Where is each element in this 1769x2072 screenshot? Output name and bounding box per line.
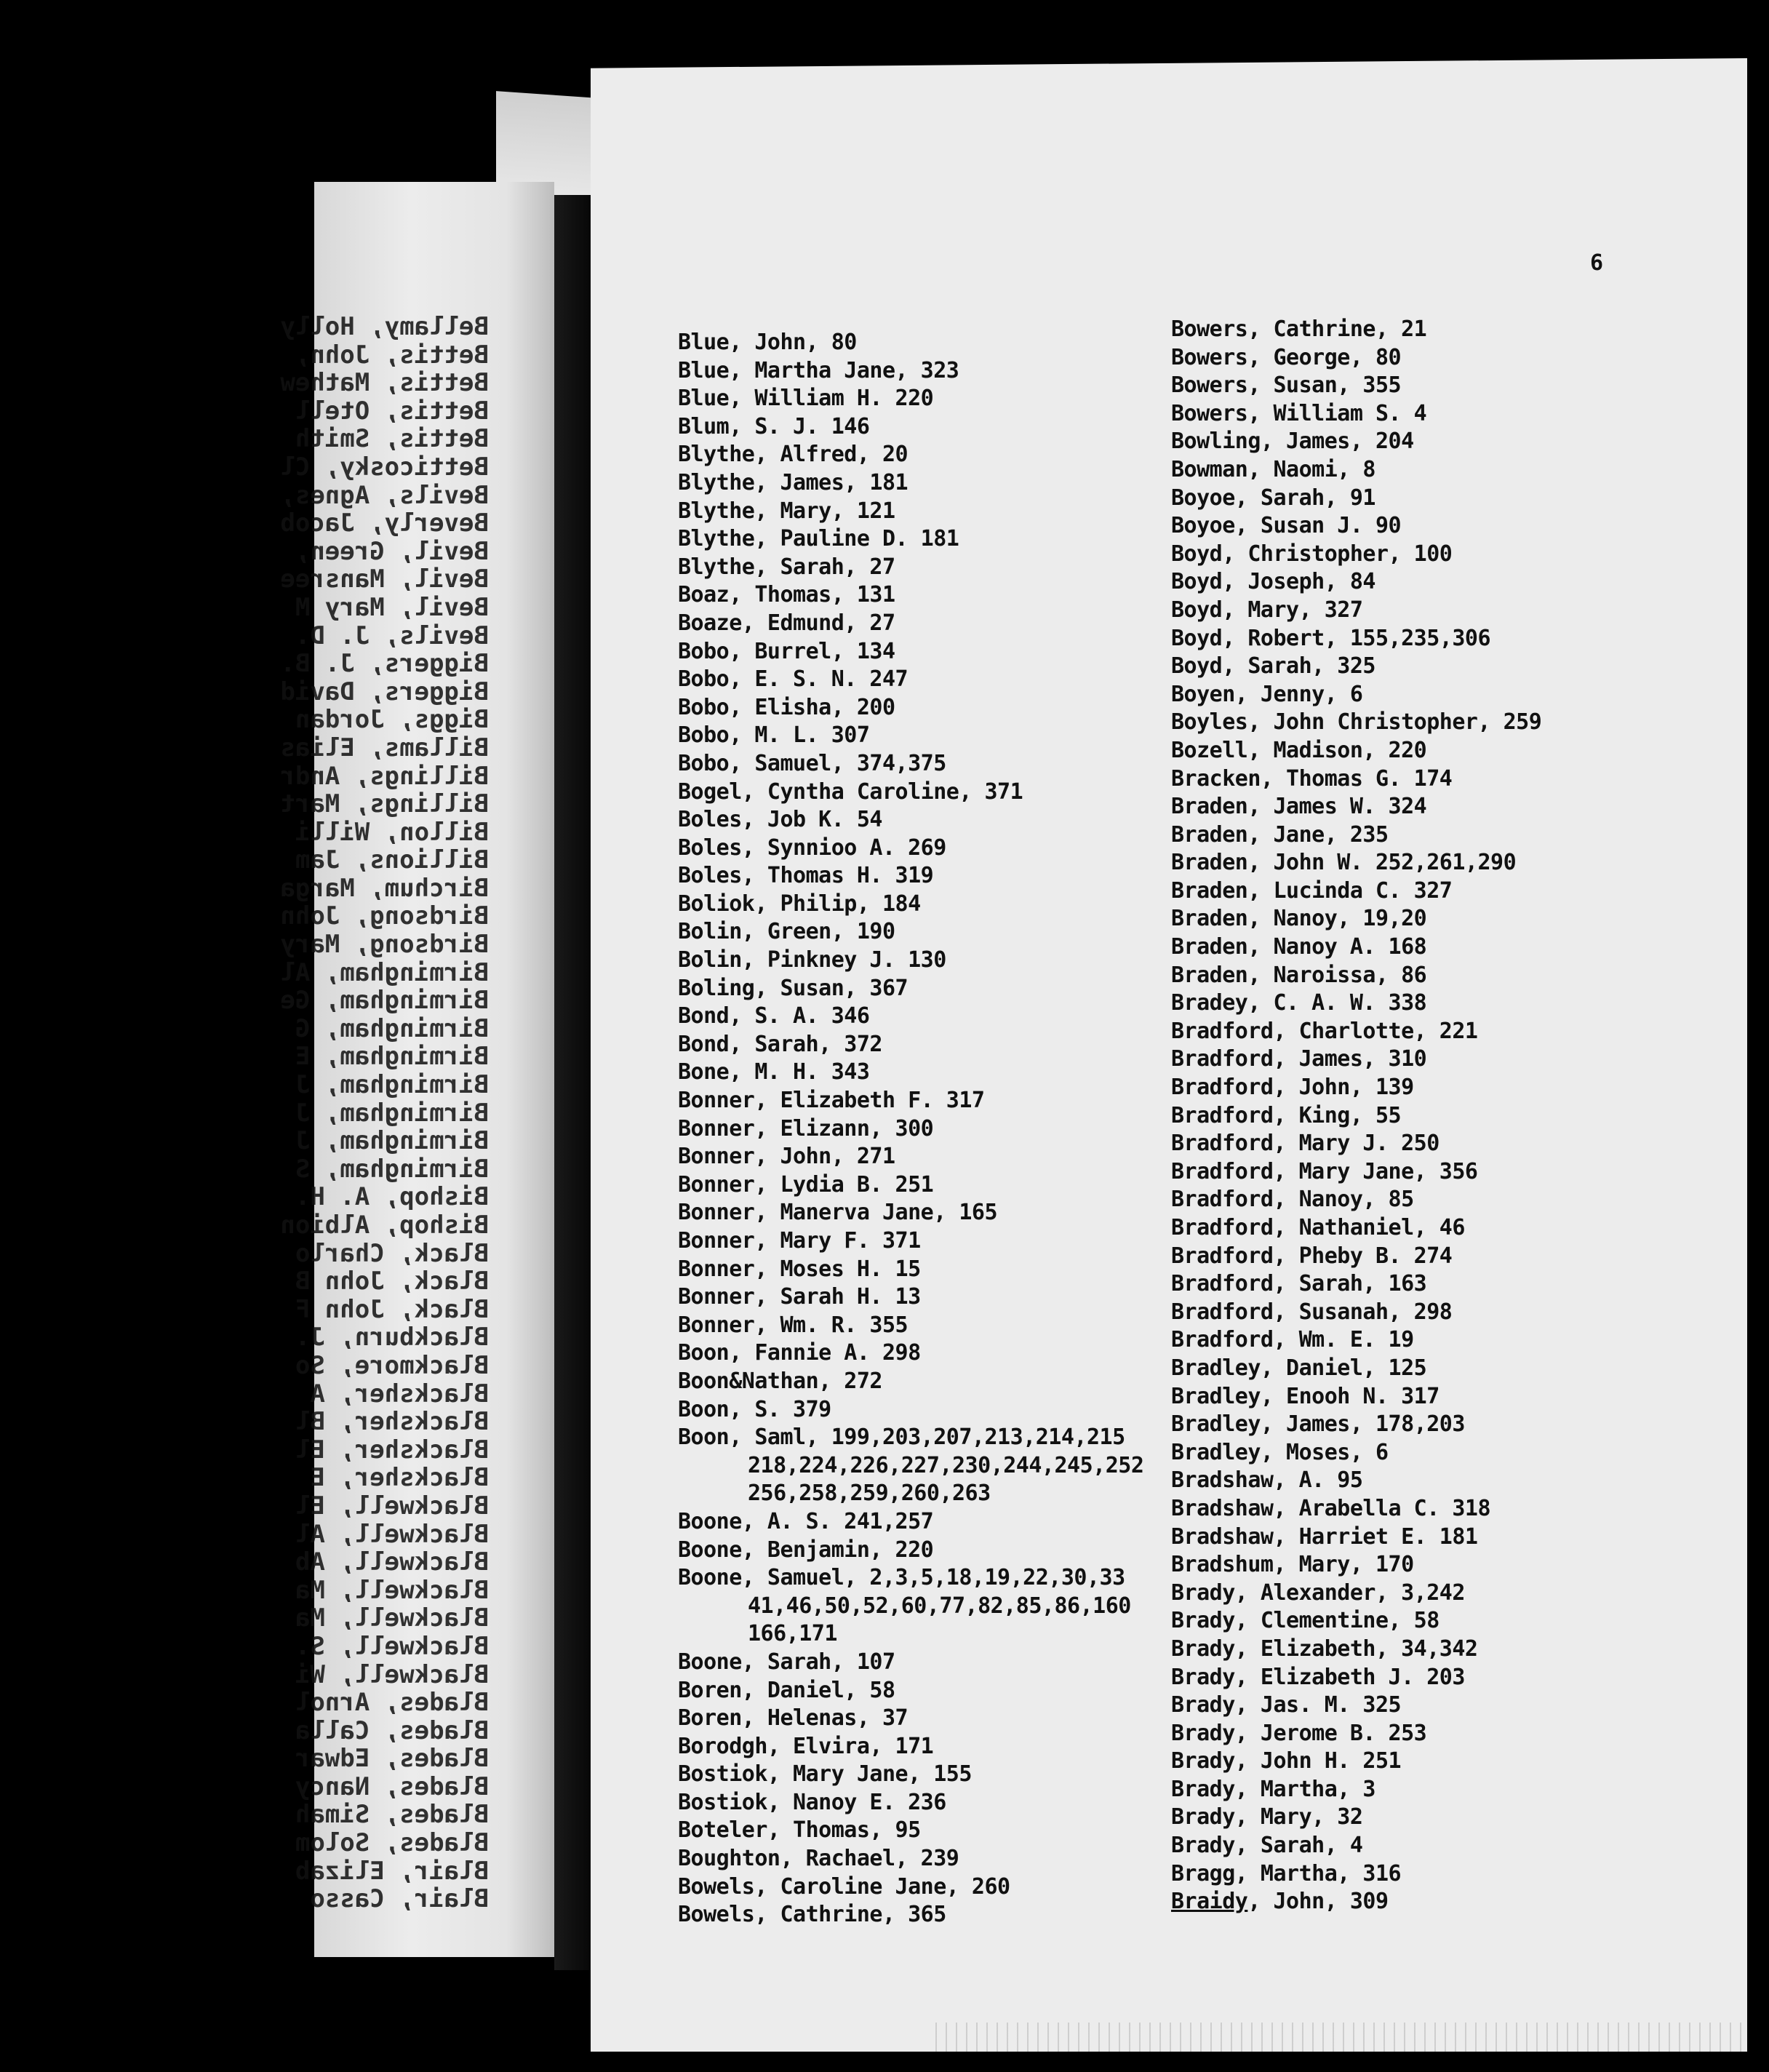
facing-page-line: Billings, Andr bbox=[280, 761, 489, 791]
book-gutter bbox=[554, 195, 595, 1970]
index-column-right bbox=[1171, 316, 1541, 1916]
facing-page-line: Birmingham, Al bbox=[280, 957, 489, 987]
index-entry: Boteler, Thomas, 95 bbox=[678, 1817, 921, 1844]
index-entry: Brady, Martha, 3 bbox=[1171, 1776, 1375, 1802]
facing-page-line: Blair, Elizab bbox=[295, 1856, 489, 1886]
index-entry: Bobo, Burrel, 134 bbox=[678, 638, 895, 664]
index-entry: Bond, Sarah, 372 bbox=[678, 1031, 882, 1057]
facing-page-line: Blades, Solom bbox=[295, 1828, 489, 1858]
index-entry: Boone, Sarah, 107 bbox=[678, 1649, 895, 1675]
index-entry: Boyd, Christopher, 100 bbox=[1171, 541, 1453, 567]
index-entry: Boone, A. S. 241,257 bbox=[678, 1508, 934, 1534]
index-entry: Blum, S. J. 146 bbox=[678, 413, 870, 439]
facing-page-line: Blackwell, Ab bbox=[295, 1547, 489, 1577]
index-entry: Boyoe, Sarah, 91 bbox=[1171, 485, 1375, 511]
index-entry: Bobo, M. L. 307 bbox=[678, 722, 870, 749]
index-entry: Blue, William H. 220 bbox=[678, 386, 934, 412]
index-entry: Bradford, John, 139 bbox=[1171, 1075, 1414, 1101]
index-entry: Bonner, Wm. R. 355 bbox=[678, 1312, 909, 1338]
facing-page-line: Billams, Elias bbox=[280, 733, 489, 762]
facing-page-line: Biggers, J. B. bbox=[280, 649, 489, 679]
index-entry: Bolin, Green, 190 bbox=[678, 919, 895, 945]
index-entry: Brady, Mary, 32 bbox=[1171, 1804, 1363, 1830]
facing-page-line: Blackwell, El bbox=[295, 1491, 489, 1521]
index-entry: Brady, Clementine, 58 bbox=[1171, 1608, 1439, 1634]
index-entry: Boyoe, Susan J. 90 bbox=[1171, 513, 1402, 539]
facing-page-line: Black, Charlo bbox=[295, 1238, 489, 1268]
facing-page-line: Birmingham, E bbox=[295, 1042, 489, 1072]
index-entry: Bowels, Cathrine, 365 bbox=[678, 1902, 946, 1928]
facing-page-line: Blackwell, S. bbox=[295, 1631, 489, 1661]
index-entry: Brady, Elizabeth J. 203 bbox=[1171, 1664, 1465, 1690]
index-entry: Bowers, Cathrine, 21 bbox=[1171, 316, 1427, 342]
index-entry: 166,171 bbox=[748, 1621, 837, 1647]
index-entry: Bolin, Pinkney J. 130 bbox=[678, 947, 946, 973]
index-entry: Bonner, John, 271 bbox=[678, 1144, 895, 1170]
index-entry: Boaze, Edmund, 27 bbox=[678, 610, 895, 636]
index-entry: Bradshaw, Arabella C. 318 bbox=[1171, 1495, 1491, 1521]
page-number: 6 bbox=[1590, 250, 1604, 276]
index-entry: Blue, Martha Jane, 323 bbox=[678, 357, 959, 383]
facing-page-line: Birmingham, J bbox=[295, 1098, 489, 1128]
index-entry: Braden, Nanoy, 19,20 bbox=[1171, 906, 1427, 932]
index-entry: Bradford, Wm. E. 19 bbox=[1171, 1327, 1414, 1353]
index-entry: Boles, Thomas H. 319 bbox=[678, 863, 934, 889]
index-entry: Bradford, Mary J. 250 bbox=[1171, 1131, 1439, 1157]
facing-page-line: Birmingham, J bbox=[295, 1070, 489, 1100]
index-entry: Bowers, Susan, 355 bbox=[1171, 372, 1402, 399]
index-entry: Boyles, John Christopher, 259 bbox=[1171, 709, 1542, 736]
index-entry: Brady, Jerome B. 253 bbox=[1171, 1720, 1427, 1746]
index-entry: Boon, S. 379 bbox=[678, 1396, 831, 1422]
facing-page-line: Black, John B bbox=[295, 1267, 489, 1296]
facing-page-line: Birdsong, John bbox=[280, 901, 489, 931]
index-entry: Bradshaw, A. 95 bbox=[1171, 1467, 1363, 1494]
facing-page-line: Bettis, Smith bbox=[295, 424, 489, 454]
facing-page-line: Biggs, Jordan bbox=[295, 705, 489, 735]
facing-page-line: Blackwell, Ma bbox=[295, 1575, 489, 1605]
facing-page-line: Blackwell, Al bbox=[295, 1519, 489, 1549]
index-entry: Brady, John H. 251 bbox=[1171, 1748, 1402, 1774]
facing-page-line: Bettis, John, bbox=[295, 340, 489, 370]
index-entry: Bradford, Charlotte, 221 bbox=[1171, 1018, 1478, 1044]
index-entry: Bostiok, Mary Jane, 155 bbox=[678, 1761, 972, 1788]
index-entry: Braden, John W. 252,261,290 bbox=[1171, 850, 1517, 876]
index-entry: Blythe, Mary, 121 bbox=[678, 498, 895, 524]
index-entry: Bonner, Mary F. 371 bbox=[678, 1228, 921, 1254]
facing-page-fragment bbox=[280, 182, 554, 1957]
scan-noise bbox=[931, 2023, 1746, 2052]
index-entry: Bond, S. A. 346 bbox=[678, 1003, 870, 1029]
underlined-surname: Braidy bbox=[1171, 1889, 1248, 1915]
index-entry: Boles, Synnioo A. 269 bbox=[678, 834, 946, 861]
facing-page-line: Blair, Casso bbox=[310, 1884, 489, 1914]
index-entry: Brady, Elizabeth, 34,342 bbox=[1171, 1635, 1478, 1662]
index-entry: Boaz, Thomas, 131 bbox=[678, 582, 895, 608]
facing-page-line: Birmingham, Ge bbox=[280, 986, 489, 1016]
facing-page-line: Blackmore, So bbox=[295, 1350, 489, 1380]
index-entry: Blythe, James, 181 bbox=[678, 469, 909, 495]
facing-page-line: Birdsong, Mary bbox=[280, 930, 489, 960]
index-entry: Bozell, Madison, 220 bbox=[1171, 737, 1427, 763]
index-entry: Bradford, Nathaniel, 46 bbox=[1171, 1215, 1465, 1240]
index-entry: 256,258,259,260,263 bbox=[748, 1481, 991, 1507]
index-entry: Bradley, Moses, 6 bbox=[1171, 1439, 1389, 1465]
index-entry: Bowers, George, 80 bbox=[1171, 344, 1402, 370]
index-entry: Bobo, Elisha, 200 bbox=[678, 694, 895, 720]
index-entry: Boren, Daniel, 58 bbox=[678, 1677, 895, 1703]
facing-page-line: Blacksher, A bbox=[310, 1379, 489, 1408]
index-entry: Bradley, Enooh N. 317 bbox=[1171, 1383, 1439, 1409]
index-entry: Bradley, James, 178,203 bbox=[1171, 1411, 1465, 1438]
index-entry: Boles, Job K. 54 bbox=[678, 807, 882, 833]
facing-page-line: Billings, Mart bbox=[280, 789, 489, 819]
facing-page-line: Billions, Jam bbox=[295, 845, 489, 875]
index-entry: Boyd, Joseph, 84 bbox=[1171, 569, 1375, 595]
facing-page-line: Blades, Calla bbox=[295, 1716, 489, 1745]
facing-page-line: Bellamy, Holly bbox=[280, 312, 489, 341]
index-entry: Bogel, Cyntha Caroline, 371 bbox=[678, 778, 1023, 805]
index-entry: Boliok, Philip, 184 bbox=[678, 890, 921, 917]
index-entry: Bowers, William S. 4 bbox=[1171, 400, 1427, 426]
index-entry: Bowling, James, 204 bbox=[1171, 429, 1414, 455]
index-entry: Bracken, Thomas G. 174 bbox=[1171, 765, 1453, 792]
index-entry: Braden, Nanoy A. 168 bbox=[1171, 934, 1427, 960]
facing-page-line: Blacksher, El bbox=[295, 1435, 489, 1465]
index-entry: Bowels, Caroline Jane, 260 bbox=[678, 1873, 1010, 1900]
index-entry: Boyd, Robert, 155,235,306 bbox=[1171, 625, 1491, 651]
facing-page-line: Blacksher, Bl bbox=[295, 1407, 489, 1437]
index-entry: Boughton, Rachael, 239 bbox=[678, 1846, 959, 1872]
index-column-left bbox=[678, 329, 1143, 1929]
facing-page-line: Blades, Simah bbox=[295, 1800, 489, 1830]
index-entry: Blue, John, 80 bbox=[678, 330, 857, 355]
facing-page-line: Bevils, Agnes, bbox=[280, 480, 489, 510]
index-entry: Bobo, E. S. N. 247 bbox=[678, 666, 909, 693]
facing-page-line: Birmingham, G bbox=[295, 1013, 489, 1043]
index-entry: Brady, Alexander, 3,242 bbox=[1171, 1579, 1465, 1606]
facing-page-line: Bevil, Mary M bbox=[295, 592, 489, 622]
index-entry: Boon, Fannie A. 298 bbox=[678, 1340, 921, 1366]
facing-page-line: Birmingham, J bbox=[295, 1126, 489, 1156]
index-entry: Bonner, Sarah H. 13 bbox=[678, 1284, 921, 1310]
index-entry: Bradford, King, 55 bbox=[1171, 1102, 1402, 1128]
index-entry: Boren, Helenas, 37 bbox=[678, 1705, 909, 1732]
facing-page-line: Blades, Nancy bbox=[295, 1772, 489, 1801]
index-entry: Bradford, Sarah, 163 bbox=[1171, 1271, 1427, 1297]
facing-page-line: Blackwell, Wi bbox=[295, 1659, 489, 1689]
facing-page-text bbox=[280, 312, 489, 1914]
index-entry: Blythe, Alfred, 20 bbox=[678, 442, 909, 468]
facing-page-line: Bishop, Albion bbox=[280, 1211, 489, 1240]
index-entry: Boyd, Sarah, 325 bbox=[1171, 653, 1375, 680]
facing-page-line: Bevil, Mansree bbox=[280, 565, 489, 594]
facing-page-line: Biggers, David bbox=[280, 677, 489, 706]
index-entry: Bradford, Nanoy, 85 bbox=[1171, 1187, 1414, 1213]
index-entry: Bradley, Daniel, 125 bbox=[1171, 1355, 1427, 1381]
facing-page-line: Bevil, Green, bbox=[295, 536, 489, 566]
index-entry: Bonner, Lydia B. 251 bbox=[678, 1171, 934, 1198]
index-entry: Brady, Jas. M. 325 bbox=[1171, 1692, 1402, 1718]
index-entry: Bonner, Elizabeth F. 317 bbox=[678, 1088, 985, 1114]
facing-page-line: Blacksher, E bbox=[310, 1463, 489, 1493]
facing-page-line: Blades, Arnol bbox=[295, 1688, 489, 1718]
index-entry: Borodgh, Elvira, 171 bbox=[678, 1733, 934, 1759]
index-entry: Bradey, C. A. W. 338 bbox=[1171, 990, 1427, 1016]
index-entry: Blythe, Sarah, 27 bbox=[678, 554, 895, 580]
index-entry: Bonner, Moses H. 15 bbox=[678, 1256, 921, 1282]
index-entry: Bradshum, Mary, 170 bbox=[1171, 1552, 1414, 1578]
index-entry: Bradford, Mary Jane, 356 bbox=[1171, 1158, 1478, 1184]
index-entry: 41,46,50,52,60,77,82,85,86,160 bbox=[748, 1593, 1131, 1619]
facing-page-line: Billon, Willi bbox=[295, 817, 489, 847]
index-entry: Bowman, Naomi, 8 bbox=[1171, 456, 1375, 482]
facing-page-line: Betticosky, Cl bbox=[280, 452, 489, 482]
facing-page-line: Birmingham, S bbox=[295, 1154, 489, 1184]
index-entry: Bradford, Susanah, 298 bbox=[1171, 1299, 1453, 1325]
index-entry: Bostiok, Nanoy E. 236 bbox=[678, 1789, 946, 1815]
index-entry: Boyen, Jenny, 6 bbox=[1171, 681, 1363, 707]
facing-page-line: Birchum, Marga bbox=[280, 873, 489, 903]
facing-page-line: Bettis, Otell bbox=[295, 396, 489, 426]
index-entry: Boyd, Mary, 327 bbox=[1171, 597, 1363, 623]
index-entry: Boone, Benjamin, 220 bbox=[678, 1537, 934, 1563]
index-entry: Bobo, Samuel, 374,375 bbox=[678, 750, 946, 776]
index-entry: Boling, Susan, 367 bbox=[678, 975, 909, 1001]
index-entry: Boon&Nathan, 272 bbox=[678, 1368, 882, 1394]
index-entry: Braden, James W. 324 bbox=[1171, 794, 1427, 820]
facing-page-line: Blackburn, J. bbox=[295, 1323, 489, 1352]
facing-page-line: Beverly, Jacob bbox=[280, 509, 489, 538]
facing-page-line: Black, John F bbox=[295, 1294, 489, 1324]
index-entry: Braden, Lucinda C. 327 bbox=[1171, 877, 1453, 904]
index-entry: Bradford, Pheby B. 274 bbox=[1171, 1243, 1453, 1269]
index-entry: Boone, Samuel, 2,3,5,18,19,22,30,33 bbox=[678, 1565, 1125, 1591]
index-entry: 218,224,226,227,230,244,245,252 bbox=[748, 1452, 1144, 1478]
facing-page-line: Bettis, Mathew bbox=[280, 368, 489, 398]
index-entry: Bonner, Elizann, 300 bbox=[678, 1115, 934, 1141]
facing-page-line: Bevils, J. D. bbox=[295, 621, 489, 650]
index-entry: Blythe, Pauline D. 181 bbox=[678, 526, 959, 552]
facing-page-line: Bishop, A. H. bbox=[295, 1182, 489, 1212]
facing-page-line: Blades, Edwar bbox=[295, 1744, 489, 1774]
facing-page-line: Blackwell, Ma bbox=[295, 1603, 489, 1633]
index-entry: Braidy, John, 309 bbox=[1171, 1889, 1389, 1915]
index-entry: Bradford, James, 310 bbox=[1171, 1046, 1427, 1072]
index-entry: Braden, Jane, 235 bbox=[1171, 821, 1389, 848]
index-entry: Bone, M. H. 343 bbox=[678, 1059, 870, 1085]
index-entry: Brady, Sarah, 4 bbox=[1171, 1833, 1363, 1859]
index-entry: Bragg, Martha, 316 bbox=[1171, 1860, 1402, 1886]
index-entry: Boon, Saml, 199,203,207,213,214,215 bbox=[678, 1424, 1125, 1451]
index-entry: Bonner, Manerva Jane, 165 bbox=[678, 1200, 998, 1226]
index-entry: Braden, Naroissa, 86 bbox=[1171, 962, 1427, 988]
index-entry: Bradshaw, Harriet E. 181 bbox=[1171, 1523, 1478, 1550]
